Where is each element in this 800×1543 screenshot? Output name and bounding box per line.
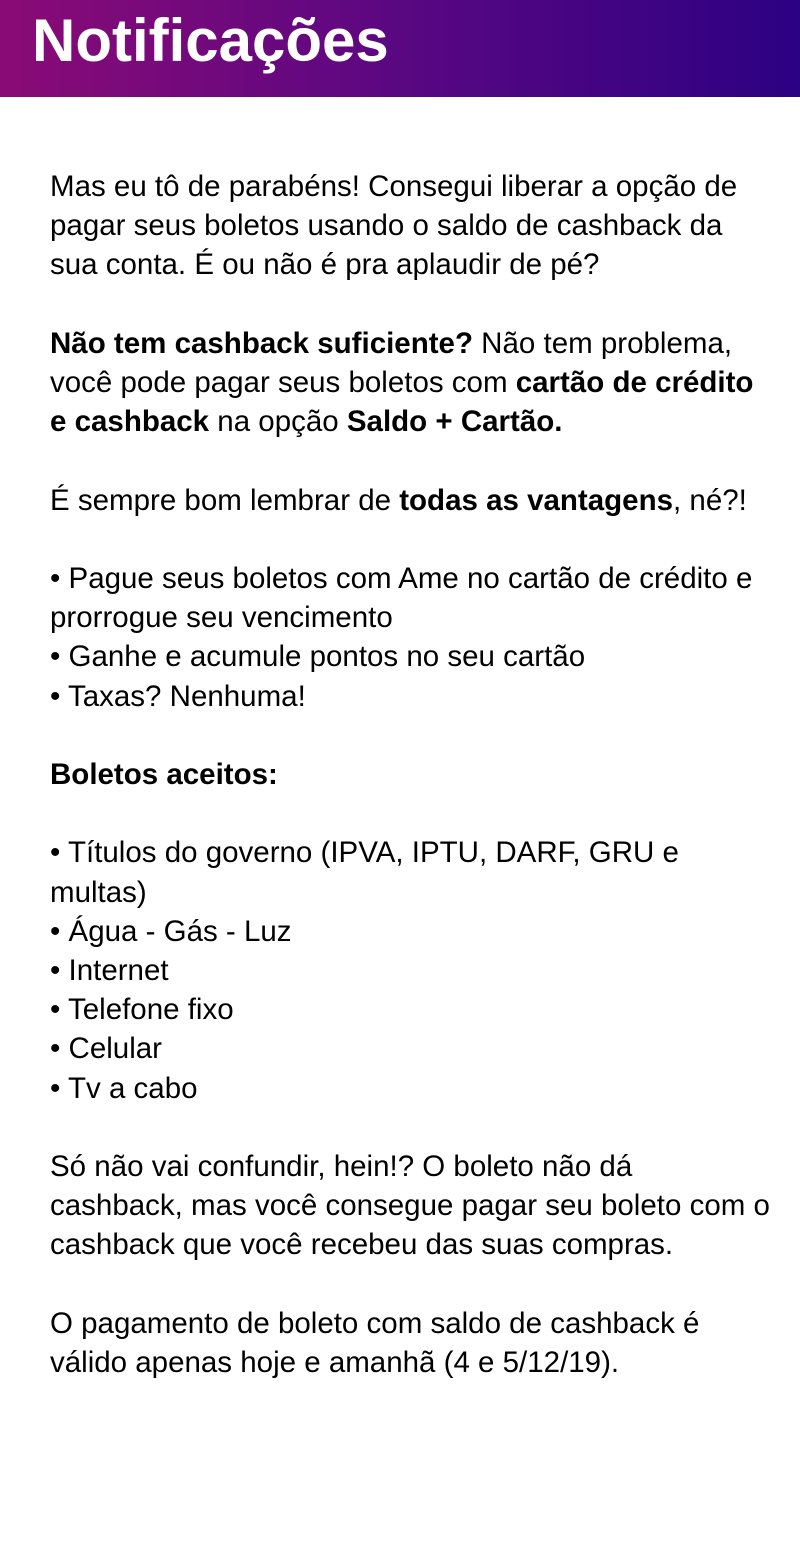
intro-paragraph: Mas eu tô de parabéns! Consegui liberar a opção de pagar seus boletos usando o saldo de cashback da sua conta. É ou não é pra aplaudir de pé? (50, 170, 738, 282)
accepted-boletos-heading: Boletos aceitos: (50, 757, 278, 791)
header-bar (0, 0, 800, 97)
insufficient-cashback-text-1: Não tem problema, você pode pagar seus boletos com (50, 326, 733, 399)
list-item: • Taxas? Nenhuma! (50, 679, 306, 713)
insufficient-cashback-heading: Não tem cashback suficiente? (50, 326, 473, 360)
notification-body (50, 167, 770, 1382)
accepted-boletos-list (50, 833, 770, 1107)
credit-card-cashback-emphasis: cartão de crédito e cashback (50, 366, 754, 439)
advantages-intro-text-1: É sempre bom lembrar de (50, 483, 400, 517)
list-item: • Telefone fixo (50, 993, 234, 1027)
list-item: • Água - Gás - Luz (50, 914, 292, 948)
advantages-intro-text-2: , né?! (673, 483, 747, 517)
advantages-list (50, 559, 770, 716)
insufficient-cashback-text-2: na opção (209, 405, 347, 439)
list-item: • Ganhe e acumule pontos no seu cartão (50, 640, 586, 674)
advantages-emphasis: todas as vantagens (399, 483, 674, 517)
list-item: • Títulos do governo (IPVA, IPTU, DARF, GRU e multas) (50, 836, 679, 909)
page-title: Notificações (32, 7, 389, 74)
list-item: • Internet (50, 953, 169, 987)
advantages-intro-paragraph (50, 481, 770, 520)
balance-card-option: Saldo + Cartão. (346, 405, 563, 439)
warning-paragraph: Só não vai confundir, hein!? O boleto não dá cashback, mas você consegue pagar seu boleto com o cashback que você recebeu das suas compras. (50, 1149, 770, 1262)
list-item: • Pague seus boletos com Ame no cartão de crédito e prorrogue seu vencimento (50, 561, 753, 635)
insufficient-cashback-paragraph (50, 324, 770, 442)
list-item: • Tv a cabo (50, 1071, 198, 1105)
list-item: • Celular (50, 1032, 162, 1066)
validity-paragraph: O pagamento de boleto com saldo de cashback é válido apenas hoje e amanhã (4 e 5/12/19). (50, 1306, 700, 1379)
